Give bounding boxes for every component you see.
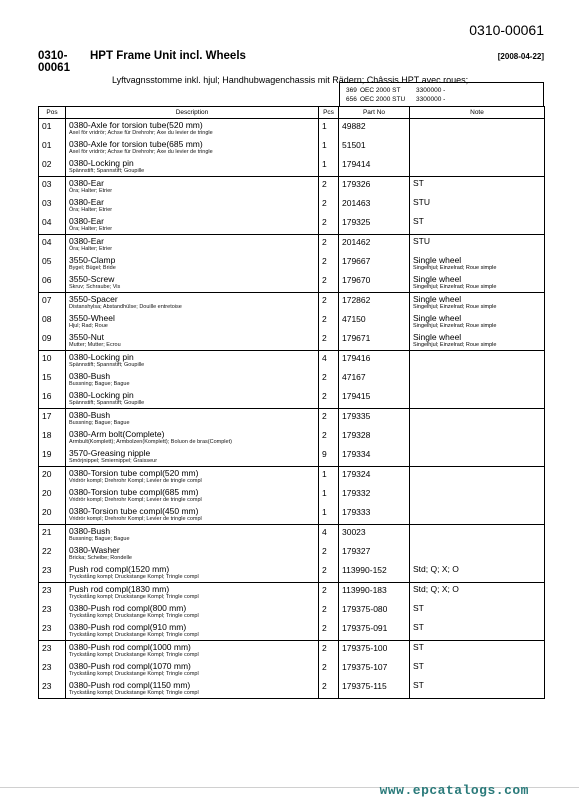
- cell-description: [66, 273, 319, 293]
- cell-pos: 03: [39, 177, 66, 197]
- note-main: STU: [413, 236, 430, 246]
- table-row: [39, 660, 545, 679]
- cell-pos: 04: [39, 235, 66, 255]
- note-main: [413, 370, 544, 371]
- cell-note: [410, 235, 545, 255]
- table-row: [39, 370, 545, 389]
- description-translations: Bygel; Bügel; Bride: [69, 265, 116, 271]
- cell-description: [66, 505, 319, 525]
- cell-part-no: 179326: [339, 177, 410, 197]
- cell-part-no: 172862: [339, 293, 410, 313]
- cell-description: [66, 621, 319, 641]
- cell-description: [66, 486, 319, 505]
- col-header-note: Note: [410, 107, 545, 119]
- note-main: [413, 428, 544, 429]
- cell-description: [66, 351, 319, 371]
- cell-description: [66, 157, 319, 177]
- cell-pcs: 2: [319, 641, 339, 661]
- cell-part-no: 30023: [339, 525, 410, 545]
- cell-description: [66, 215, 319, 235]
- description-translations: Skruv; Schraube; Vis: [69, 284, 121, 290]
- table-row: [39, 544, 545, 563]
- table-row: [39, 331, 545, 351]
- cell-note: [410, 312, 545, 331]
- note-translations: Singelhjul; Einzelrad; Roue simple: [413, 323, 497, 329]
- cell-pcs: 2: [319, 602, 339, 621]
- description-translations: Hjul; Rad; Roue: [69, 323, 108, 329]
- cell-part-no: 47150: [339, 312, 410, 331]
- description-translations: Bussning; Bague; Bague: [69, 420, 130, 426]
- note-main: STU: [413, 197, 430, 207]
- cell-note: [410, 563, 545, 583]
- cell-pos: 22: [39, 544, 66, 563]
- table-row: [39, 293, 545, 313]
- serial-code: 656: [346, 96, 357, 103]
- cell-description: [66, 447, 319, 467]
- cell-description: [66, 331, 319, 351]
- page-subtitle: Lyftvagnsstomme inkl. hjul; Handhubwagenchassis mit Rädern; Châssis HPT avec roues;: [112, 75, 469, 85]
- cell-part-no: 179375-091: [339, 621, 410, 641]
- cell-pos: 23: [39, 602, 66, 621]
- header-number: 0310-00061: [38, 50, 70, 74]
- cell-pcs: 2: [319, 370, 339, 389]
- table-row: [39, 428, 545, 447]
- serial-row: [346, 86, 543, 95]
- cell-part-no: 179375-115: [339, 679, 410, 699]
- serial-model: OEC 2000 ST: [360, 87, 401, 94]
- description-main: Push rod compl(1830 mm): [69, 584, 170, 594]
- description-main: 3550-Clamp: [69, 255, 116, 265]
- table-row: [39, 486, 545, 505]
- cell-note: [410, 351, 545, 371]
- cell-description: [66, 389, 319, 409]
- cell-description: [66, 119, 319, 139]
- table-row: [39, 679, 545, 699]
- cell-part-no: 113990-183: [339, 583, 410, 603]
- description-translations: Tryckstång kompl; Druckstange Kompl; Tringle compl: [69, 652, 199, 658]
- cell-note: [410, 679, 545, 699]
- cell-note: [410, 428, 545, 447]
- cell-pcs: 9: [319, 447, 339, 467]
- description-main: 0380-Torsion tube compl(520 mm): [69, 468, 199, 478]
- cell-note: [410, 293, 545, 313]
- cell-description: [66, 370, 319, 389]
- note-main: [413, 389, 544, 390]
- description-translations: Axel för vridrör; Achse für Drehrohr; Axe du levier de tringle: [69, 149, 213, 155]
- description-translations: Spännstift; Spannstift; Goupille: [69, 362, 145, 368]
- note-main: Single wheel: [413, 274, 462, 284]
- cell-pcs: 2: [319, 196, 339, 215]
- cell-pos: 23: [39, 563, 66, 583]
- note-main: Single wheel: [413, 332, 462, 342]
- description-main: 0380-Arm bolt(Complete): [69, 429, 165, 439]
- description-translations: Spännstift; Spannstift; Goupille: [69, 168, 145, 174]
- cell-description: [66, 679, 319, 699]
- description-main: 3550-Screw: [69, 274, 115, 284]
- col-header-description: Description: [66, 107, 319, 119]
- cell-part-no: 201463: [339, 196, 410, 215]
- description-main: 0380-Push rod compl(1000 mm): [69, 642, 191, 652]
- description-main: Push rod compl(1520 mm): [69, 564, 170, 574]
- cell-pos: 02: [39, 157, 66, 177]
- cell-pos: 08: [39, 312, 66, 331]
- cell-description: [66, 544, 319, 563]
- description-main: 0380-Washer: [69, 545, 120, 555]
- cell-pcs: 4: [319, 351, 339, 371]
- description-main: 0380-Push rod compl(800 mm): [69, 603, 187, 613]
- description-translations: Armbult(Komplett); Armbolzen(Komplett); Boluon de bras(Complet): [69, 439, 232, 445]
- note-main: Single wheel: [413, 313, 462, 323]
- description-translations: Öra; Halter; Etrier: [69, 226, 113, 232]
- note-translations: Singelhjul; Einzelrad; Roue simple: [413, 342, 497, 348]
- description-main: 0380-Ear: [69, 178, 104, 188]
- cell-pos: 21: [39, 525, 66, 545]
- description-main: 0380-Ear: [69, 236, 104, 246]
- cell-note: [410, 177, 545, 197]
- table-row: [39, 312, 545, 331]
- description-translations: Öra; Halter; Etrier: [69, 246, 113, 252]
- col-header-part-no: Part No: [339, 107, 410, 119]
- cell-description: [66, 428, 319, 447]
- cell-note: [410, 544, 545, 563]
- cell-pcs: 1: [319, 138, 339, 157]
- description-main: 0380-Axle for torsion tube(685 mm): [69, 139, 203, 149]
- watermark: www.epcatalogs.com: [379, 783, 529, 798]
- cell-pos: 17: [39, 409, 66, 429]
- note-main: ST: [413, 178, 424, 188]
- cell-pos: 06: [39, 273, 66, 293]
- cell-description: [66, 602, 319, 621]
- note-main: ST: [413, 642, 424, 652]
- description-translations: Bricka; Scheibe; Rondelle: [69, 555, 132, 561]
- cell-pos: 10: [39, 351, 66, 371]
- table-row: [39, 215, 545, 235]
- document-header: [38, 50, 544, 85]
- cell-pcs: 2: [319, 544, 339, 563]
- cell-pcs: 2: [319, 583, 339, 603]
- description-translations: Öra; Halter; Etrier: [69, 207, 113, 213]
- cell-pos: 09: [39, 331, 66, 351]
- description-main: 0380-Push rod compl(1150 mm): [69, 680, 191, 690]
- table-row: [39, 119, 545, 139]
- cell-pos: 01: [39, 119, 66, 139]
- description-translations: Tryckstång kompl; Druckstange Kompl; Tringle compl: [69, 690, 199, 696]
- note-main: ST: [413, 661, 424, 671]
- cell-pos: 23: [39, 660, 66, 679]
- description-translations: Tryckstång kompl; Druckstange Kompl; Tringle compl: [69, 613, 199, 619]
- table-row: [39, 641, 545, 661]
- table-row: [39, 447, 545, 467]
- note-main: [413, 447, 544, 448]
- cell-pcs: 2: [319, 215, 339, 235]
- cell-part-no: 201462: [339, 235, 410, 255]
- cell-pos: 16: [39, 389, 66, 409]
- cell-part-no: 179416: [339, 351, 410, 371]
- note-main: [413, 351, 544, 352]
- cell-note: [410, 409, 545, 429]
- cell-pcs: 2: [319, 293, 339, 313]
- cell-part-no: 179327: [339, 544, 410, 563]
- cell-part-no: 47167: [339, 370, 410, 389]
- table-row: [39, 235, 545, 255]
- parts-table-body: [39, 119, 545, 699]
- note-main: ST: [413, 603, 424, 613]
- table-row: [39, 254, 545, 273]
- description-main: 3570-Greasing nipple: [69, 448, 151, 458]
- cell-part-no: 179375-100: [339, 641, 410, 661]
- cell-note: [410, 254, 545, 273]
- cell-pcs: 2: [319, 312, 339, 331]
- parts-table: [38, 106, 545, 699]
- description-translations: Tryckstång kompl; Druckstange Kompl; Tringle compl: [69, 671, 199, 677]
- cell-description: [66, 409, 319, 429]
- description-main: 0380-Locking pin: [69, 390, 134, 400]
- cell-pcs: 1: [319, 467, 339, 487]
- cell-note: [410, 119, 545, 139]
- cell-pcs: 1: [319, 119, 339, 139]
- cell-pos: 05: [39, 254, 66, 273]
- cell-pos: 18: [39, 428, 66, 447]
- table-row: [39, 138, 545, 157]
- note-main: Single wheel: [413, 255, 462, 265]
- description-main: 0380-Push rod compl(1070 mm): [69, 661, 191, 671]
- serial-row: [346, 95, 543, 104]
- cell-description: [66, 563, 319, 583]
- note-translations: Singelhjul; Einzelrad; Roue simple: [413, 265, 497, 271]
- cell-part-no: 113990-152: [339, 563, 410, 583]
- cell-note: [410, 196, 545, 215]
- cell-note: [410, 331, 545, 351]
- cell-pcs: 2: [319, 563, 339, 583]
- cell-pcs: 1: [319, 157, 339, 177]
- description-translations: Vridrör kompl; Drehrohr Kompl; Levier de tringle compl: [69, 478, 202, 484]
- cell-pcs: 4: [319, 525, 339, 545]
- cell-pcs: 2: [319, 177, 339, 197]
- note-main: Std; Q; X; O: [413, 564, 459, 574]
- description-translations: Spännstift; Spannstift; Goupille: [69, 400, 145, 406]
- table-row: [39, 505, 545, 525]
- cell-description: [66, 660, 319, 679]
- cell-pcs: 2: [319, 679, 339, 699]
- cell-part-no: 179415: [339, 389, 410, 409]
- cell-part-no: 51501: [339, 138, 410, 157]
- serial-range: 3300000 -: [416, 87, 446, 94]
- description-translations: Bussning; Bague; Bague: [69, 536, 130, 542]
- cell-note: [410, 157, 545, 177]
- cell-description: [66, 235, 319, 255]
- cell-pcs: 2: [319, 660, 339, 679]
- cell-pos: 23: [39, 641, 66, 661]
- cell-pos: 15: [39, 370, 66, 389]
- header-date: [2008-04-22]: [497, 52, 544, 61]
- cell-note: [410, 215, 545, 235]
- description-translations: Bussning; Bague; Bague: [69, 381, 130, 387]
- cell-pcs: 2: [319, 235, 339, 255]
- note-main: ST: [413, 680, 424, 690]
- cell-note: [410, 389, 545, 409]
- table-row: [39, 583, 545, 603]
- description-main: 0380-Axle for torsion tube(520 mm): [69, 120, 203, 130]
- description-main: 3550-Wheel: [69, 313, 115, 323]
- note-main: Std; Q; X; O: [413, 584, 459, 594]
- cell-pcs: 1: [319, 505, 339, 525]
- note-main: [413, 505, 544, 506]
- description-main: 0380-Bush: [69, 371, 111, 381]
- col-header-pcs: Pcs: [319, 107, 339, 119]
- cell-pos: 04: [39, 215, 66, 235]
- cell-pos: 23: [39, 583, 66, 603]
- cell-pos: 20: [39, 486, 66, 505]
- cell-note: [410, 447, 545, 467]
- cell-note: [410, 621, 545, 641]
- description-translations: Vridrör kompl; Drehrohr Kompl; Levier de tringle compl: [69, 516, 202, 522]
- note-main: [413, 525, 544, 526]
- cell-note: [410, 641, 545, 661]
- table-row: [39, 351, 545, 371]
- cell-description: [66, 293, 319, 313]
- cell-pcs: 2: [319, 621, 339, 641]
- cell-part-no: 179667: [339, 254, 410, 273]
- description-translations: Mutter; Mutter; Ecrou: [69, 342, 121, 348]
- page-title: HPT Frame Unit incl. Wheels: [90, 50, 246, 62]
- cell-pcs: 1: [319, 486, 339, 505]
- cell-description: [66, 525, 319, 545]
- note-translations: Singelhjul; Einzelrad; Roue simple: [413, 284, 497, 290]
- description-main: 0380-Torsion tube compl(450 mm): [69, 506, 199, 516]
- description-main: 3550-Nut: [69, 332, 104, 342]
- cell-part-no: 49882: [339, 119, 410, 139]
- description-main: 0380-Locking pin: [69, 158, 134, 168]
- cell-note: [410, 486, 545, 505]
- cell-description: [66, 583, 319, 603]
- cell-note: [410, 583, 545, 603]
- cell-note: [410, 660, 545, 679]
- cell-pos: 20: [39, 467, 66, 487]
- description-translations: Tryckstång kompl; Druckstange Kompl; Tringle compl: [69, 594, 199, 600]
- description-translations: Vridrör kompl; Drehrohr Kompl; Levier de tringle compl: [69, 497, 202, 503]
- table-row: [39, 602, 545, 621]
- col-header-pos: Pos: [39, 107, 66, 119]
- cell-pos: 01: [39, 138, 66, 157]
- cell-note: [410, 138, 545, 157]
- table-header-row: [39, 107, 545, 119]
- cell-description: [66, 138, 319, 157]
- cell-part-no: 179334: [339, 447, 410, 467]
- table-row: [39, 389, 545, 409]
- note-main: [413, 467, 544, 468]
- serial-range: 3300000 -: [416, 96, 446, 103]
- table-row: [39, 273, 545, 293]
- cell-pcs: 2: [319, 409, 339, 429]
- cell-part-no: 179375-080: [339, 602, 410, 621]
- cell-pos: 20: [39, 505, 66, 525]
- cell-pos: 23: [39, 621, 66, 641]
- table-row: [39, 196, 545, 215]
- table-row: [39, 525, 545, 545]
- cell-description: [66, 254, 319, 273]
- cell-pcs: 2: [319, 428, 339, 447]
- cell-part-no: 179333: [339, 505, 410, 525]
- note-main: [413, 486, 544, 487]
- cell-pos: 19: [39, 447, 66, 467]
- cell-part-no: 179335: [339, 409, 410, 429]
- cell-description: [66, 641, 319, 661]
- cell-pos: 07: [39, 293, 66, 313]
- cell-part-no: 179375-107: [339, 660, 410, 679]
- page-id: 0310-00061: [469, 22, 544, 38]
- description-main: 0380-Bush: [69, 410, 111, 420]
- cell-description: [66, 177, 319, 197]
- table-row: [39, 409, 545, 429]
- note-main: [413, 119, 544, 120]
- note-main: ST: [413, 622, 424, 632]
- description-translations: Axel för vridrör; Achse für Drehrohr; Axe du levier de tringle: [69, 130, 213, 136]
- cell-part-no: 179328: [339, 428, 410, 447]
- cell-pcs: 2: [319, 389, 339, 409]
- cell-note: [410, 602, 545, 621]
- cell-part-no: 179324: [339, 467, 410, 487]
- cell-description: [66, 196, 319, 215]
- cell-description: [66, 467, 319, 487]
- note-main: [413, 544, 544, 545]
- cell-part-no: 179414: [339, 157, 410, 177]
- description-main: 0380-Torsion tube compl(685 mm): [69, 487, 199, 497]
- serial-model: OEC 2000 STU: [360, 96, 406, 103]
- note-main: ST: [413, 216, 424, 226]
- table-row: [39, 467, 545, 487]
- cell-note: [410, 525, 545, 545]
- cell-pos: 23: [39, 679, 66, 699]
- note-main: [413, 138, 544, 139]
- description-main: 0380-Locking pin: [69, 352, 134, 362]
- description-main: 0380-Ear: [69, 197, 104, 207]
- description-translations: Tryckstång kompl; Druckstange Kompl; Tringle compl: [69, 632, 199, 638]
- cell-pcs: 2: [319, 331, 339, 351]
- cell-note: [410, 273, 545, 293]
- description-translations: Tryckstång kompl; Druckstange Kompl; Tringle compl: [69, 574, 199, 580]
- cell-note: [410, 370, 545, 389]
- description-main: 0380-Bush: [69, 526, 111, 536]
- description-translations: Smörjnippel; Smiernippel; Graisseur: [69, 458, 158, 464]
- table-row: [39, 621, 545, 641]
- cell-note: [410, 467, 545, 487]
- cell-part-no: 179332: [339, 486, 410, 505]
- description-main: 0380-Ear: [69, 216, 104, 226]
- note-main: [413, 157, 544, 158]
- cell-pcs: 2: [319, 273, 339, 293]
- cell-part-no: 179670: [339, 273, 410, 293]
- cell-description: [66, 312, 319, 331]
- description-translations: Öra; Halter; Etrier: [69, 188, 113, 194]
- cell-part-no: 179325: [339, 215, 410, 235]
- cell-note: [410, 505, 545, 525]
- note-main: [413, 409, 544, 410]
- serial-code: 369: [346, 87, 357, 94]
- table-row: [39, 563, 545, 583]
- note-main: Single wheel: [413, 294, 462, 304]
- cell-part-no: 179671: [339, 331, 410, 351]
- table-row: [39, 177, 545, 197]
- table-row: [39, 157, 545, 177]
- cell-pcs: 2: [319, 254, 339, 273]
- note-translations: Singelhjul; Einzelrad; Roue simple: [413, 304, 497, 310]
- description-translations: Distanshylsa; Abstandhülse; Douille entretoise: [69, 304, 182, 310]
- description-main: 0380-Push rod compl(910 mm): [69, 622, 187, 632]
- serial-range-box: [339, 82, 544, 106]
- cell-pos: 03: [39, 196, 66, 215]
- description-main: 3550-Spacer: [69, 294, 118, 304]
